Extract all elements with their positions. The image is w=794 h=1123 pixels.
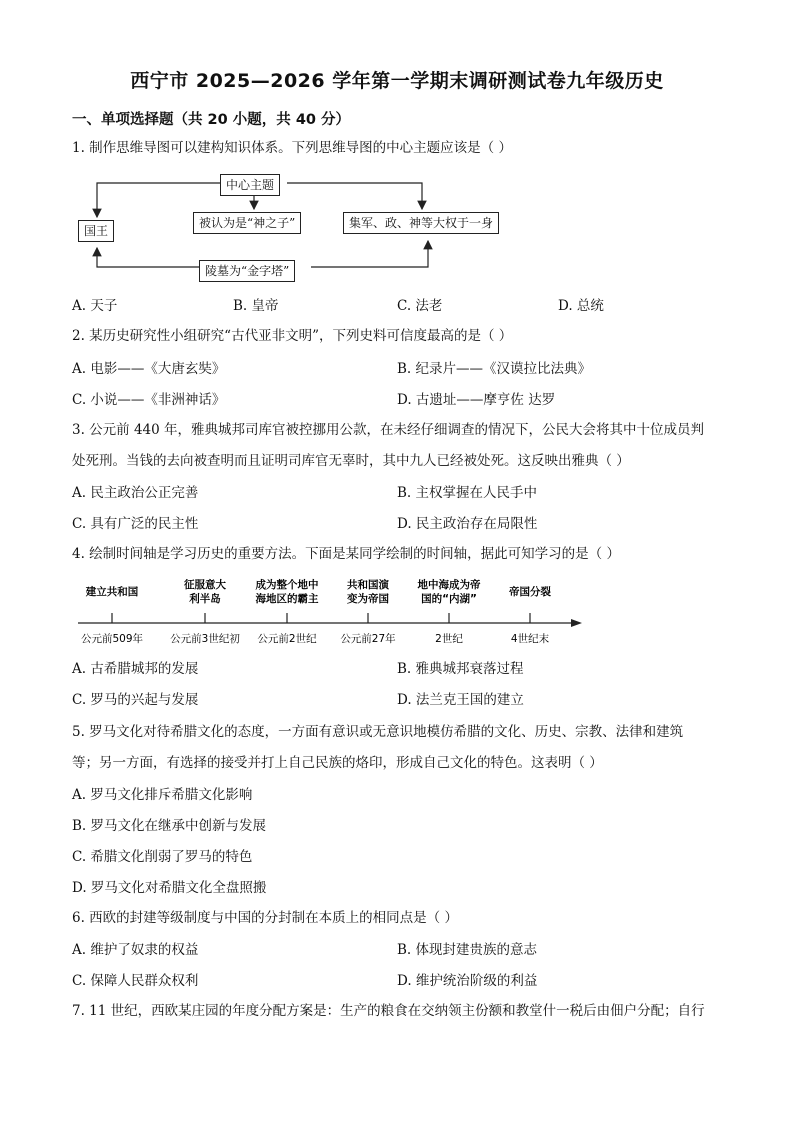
q4-option-c[interactable]: C. 罗马的兴起与发展 (72, 692, 199, 708)
timeline-date-label: 4世纪末 (510, 633, 550, 645)
timeline (0, 574, 794, 654)
q4-option-a[interactable]: A. 古希腊城邦的发展 (72, 661, 199, 677)
section-heading: 一、单项选择题（共 20 小题，共 40 分） (72, 112, 351, 128)
q1-option-c[interactable]: C. 法老 (397, 298, 443, 314)
q2-option-d[interactable]: D. 古遗址——摩亨佐 达罗 (397, 392, 556, 408)
mind-map-center: 中心主题 (220, 174, 280, 196)
q6-option-b[interactable]: B. 体现封建贵族的意志 (397, 942, 538, 958)
q5-option-d[interactable]: D. 罗马文化对希腊文化全盘照搬 (72, 880, 267, 896)
timeline-event-label: 地中海成为帝国的“内湖” (417, 579, 481, 605)
q6-option-a[interactable]: A. 维护了奴隶的权益 (72, 942, 199, 958)
q5-option-a[interactable]: A. 罗马文化排斥希腊文化影响 (72, 787, 253, 803)
timeline-event-label: 共和国演变为帝国 (347, 579, 389, 605)
question-3-line-1: 3. 公元前 440 年，雅典城邦司库官被控挪用公款，在未经仔细调查的情况下，公民大会将其中十位成员判 (72, 422, 705, 438)
q3-option-b[interactable]: B. 主权掌握在人民手中 (397, 485, 538, 501)
mind-map-tomb: 陵墓为“金字塔” (199, 260, 295, 282)
timeline-date-label: 公元前27年 (340, 633, 396, 645)
q1-option-b[interactable]: B. 皇帝 (233, 298, 279, 314)
question-3-line-2: 处死刑。当钱的去向被查明而且证明司库官无辜时，其中九人已经被处死。这反映出雅典（ ） (72, 453, 630, 469)
q1-option-d[interactable]: D. 总统 (558, 298, 604, 314)
q3-option-c[interactable]: C. 具有广泛的民主性 (72, 516, 199, 532)
question-5-line-2: 等；另一方面，有选择的接受并打上自己民族的烙印，形成自己文化的特色。这表明（ ） (72, 755, 603, 771)
timeline-date-label: 公元前2世纪 (257, 633, 317, 645)
question-6-stem: 6. 西欧的封建等级制度与中国的分封制在本质上的相同点是（ ） (72, 910, 458, 926)
question-2-stem: 2. 某历史研究性小组研究“古代亚非文明”，下列史料可信度最高的是（ ） (72, 328, 513, 344)
timeline-event-label: 建立共和国 (85, 586, 139, 598)
timeline-event-label: 成为整个地中海地区的霸主 (255, 579, 319, 605)
page-title: 西宁市 2025—2026 学年第一学期末调研测试卷九年级历史 (130, 70, 664, 92)
q5-option-c[interactable]: C. 希腊文化削弱了罗马的特色 (72, 849, 253, 865)
question-4-stem: 4. 绘制时间轴是学习历史的重要方法。下面是某同学绘制的时间轴，据此可知学习的是（ ） (72, 546, 620, 562)
question-1-stem: 1. 制作思维导图可以建构知识体系。下列思维导图的中心主题应该是（ ） (72, 140, 512, 156)
q2-option-b[interactable]: B. 纪录片——《汉谟拉比法典》 (397, 361, 592, 377)
q6-option-d[interactable]: D. 维护统治阶级的利益 (397, 973, 538, 989)
q6-option-c[interactable]: C. 保障人民群众权利 (72, 973, 199, 989)
q2-option-a[interactable]: A. 电影——《大唐玄奘》 (72, 361, 226, 377)
timeline-date-label: 公元前3世纪初 (170, 633, 240, 645)
q5-option-b[interactable]: B. 罗马文化在继承中创新与发展 (72, 818, 267, 834)
q2-option-c[interactable]: C. 小说——《非洲神话》 (72, 392, 226, 408)
mind-map-power: 集军、政、神等大权于一身 (343, 212, 499, 234)
question-7-line-1: 7. 11 世纪，西欧某庄园的年度分配方案是：生产的粮食在交纳领主份额和教堂什一税后由佃户分配；自行 (72, 1003, 705, 1019)
q4-option-b[interactable]: B. 雅典城邦衰落过程 (397, 661, 524, 677)
q4-option-d[interactable]: D. 法兰克王国的建立 (397, 692, 524, 708)
timeline-date-label: 2世纪 (435, 633, 463, 645)
question-5-line-1: 5. 罗马文化对待希腊文化的态度，一方面有意识或无意识地模仿希腊的文化、历史、宗教、法律和建筑 (72, 724, 684, 740)
mind-map-king: 国王 (78, 220, 114, 242)
timeline-date-label: 公元前509年 (80, 633, 144, 645)
mind-map-divine: 被认为是“神之子” (193, 212, 301, 234)
q1-option-a[interactable]: A. 天子 (72, 298, 118, 314)
timeline-event-label: 征服意大利半岛 (184, 579, 226, 605)
mind-map-arrows (0, 166, 794, 306)
q3-option-a[interactable]: A. 民主政治公正完善 (72, 485, 199, 501)
q3-option-d[interactable]: D. 民主政治存在局限性 (397, 516, 538, 532)
timeline-event-label: 帝国分裂 (509, 586, 551, 598)
